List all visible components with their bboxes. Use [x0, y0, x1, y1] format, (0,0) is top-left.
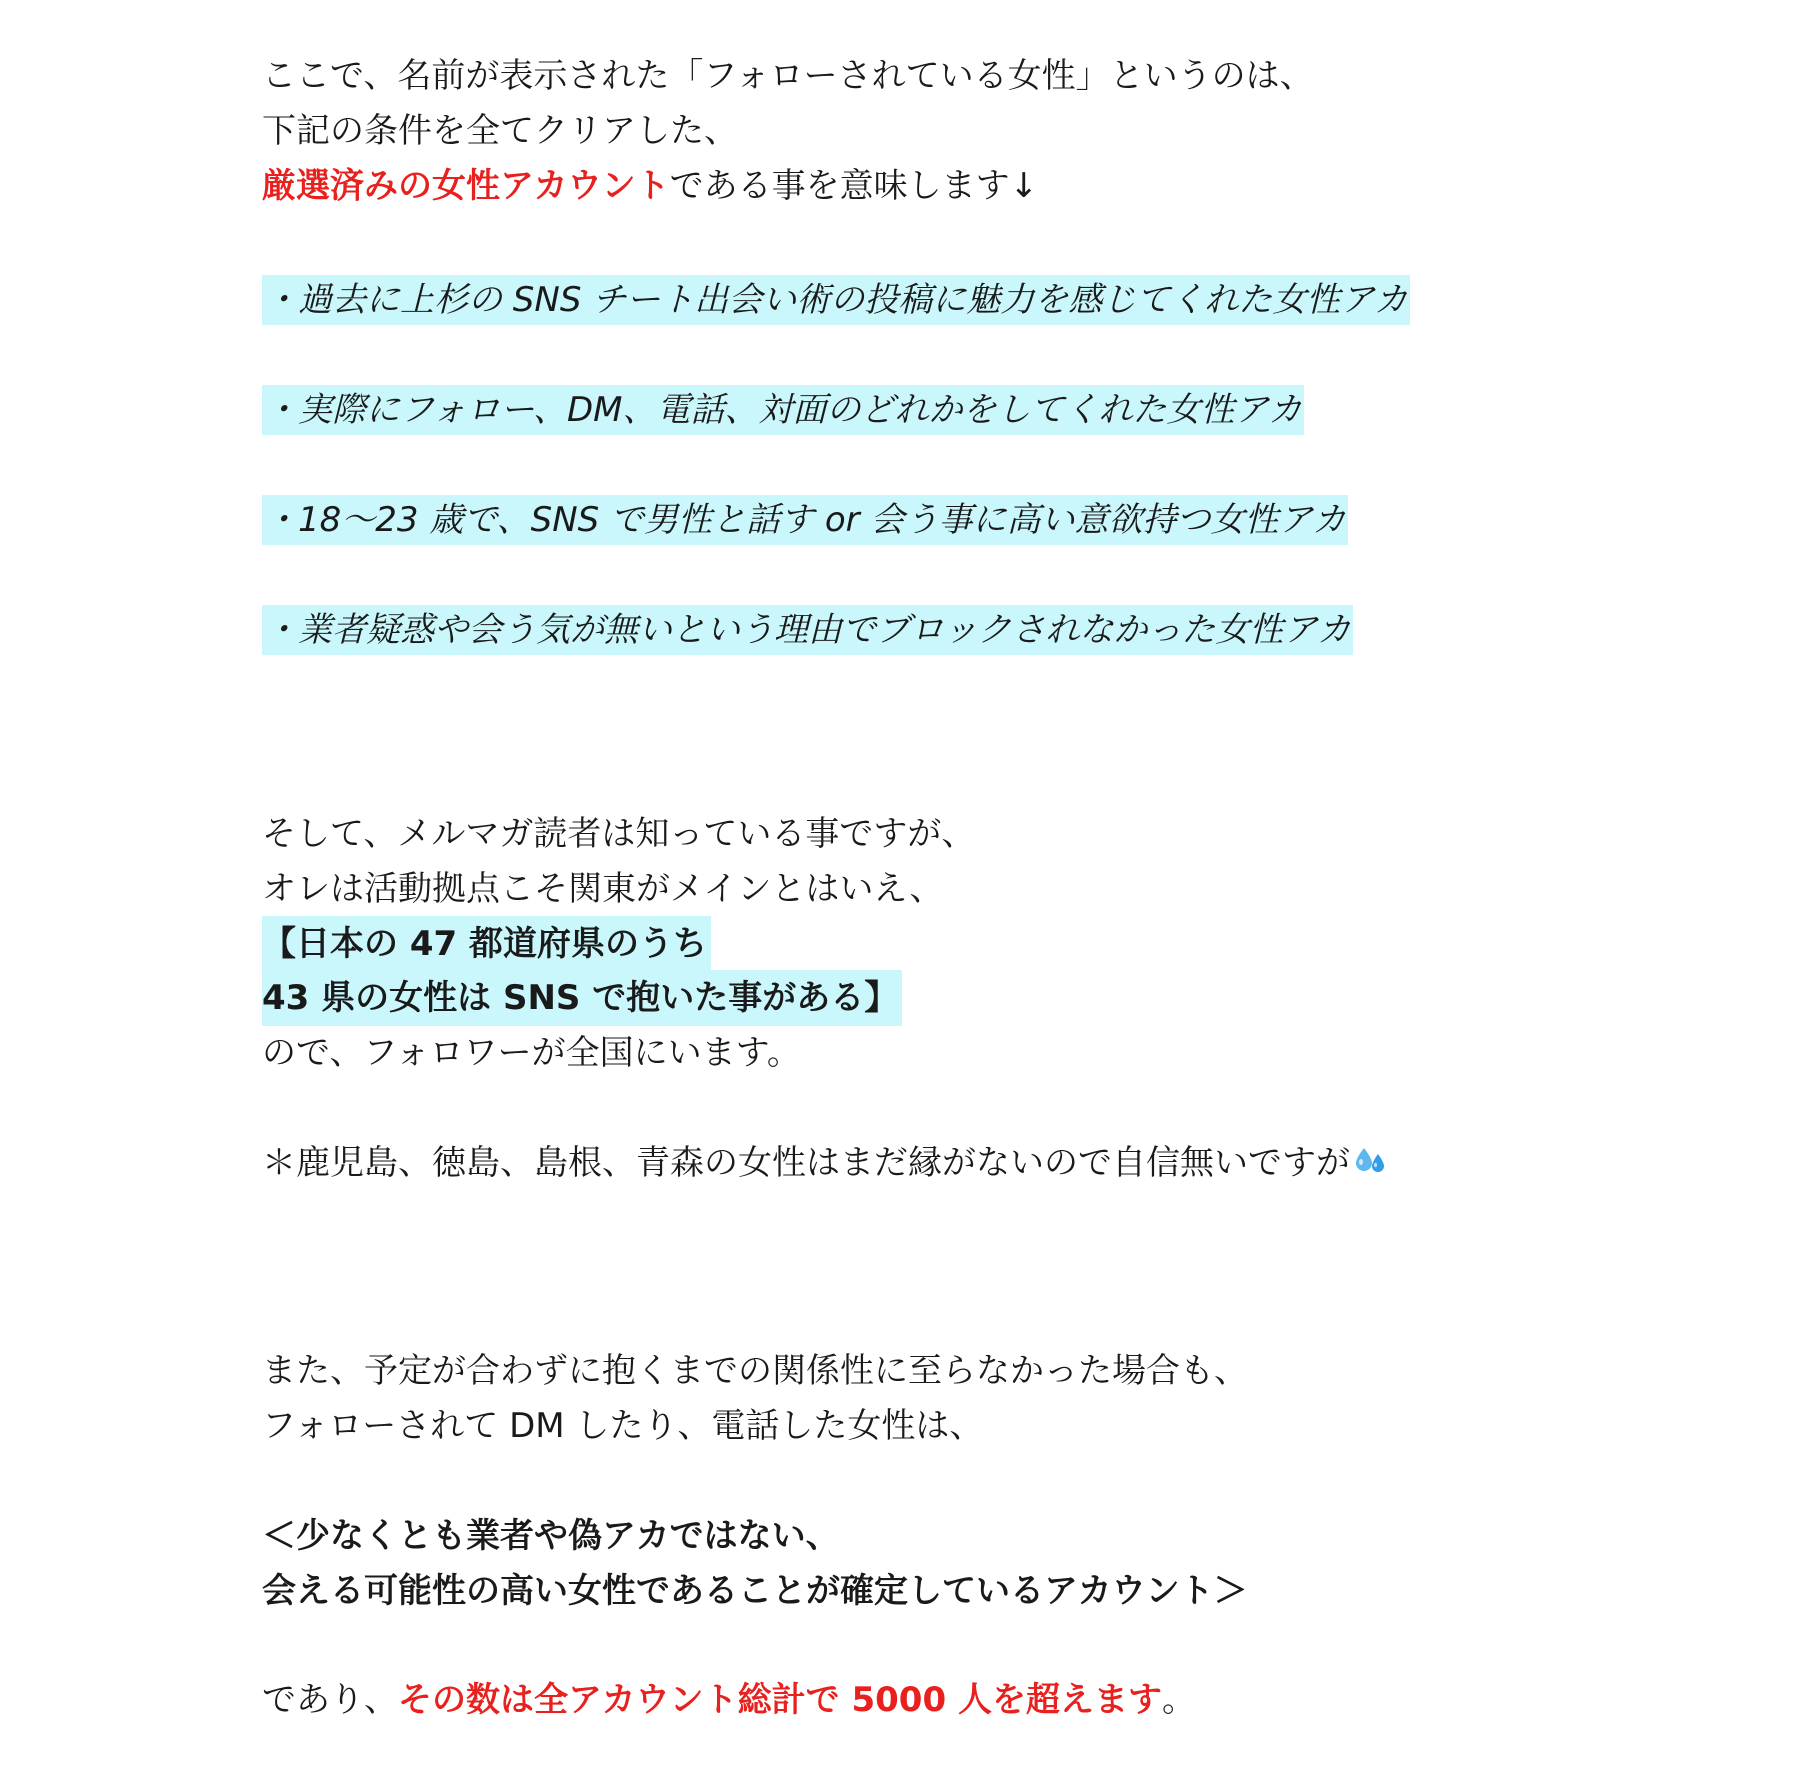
prefecture-highlight-1: 【日本の 47 都道府県のうち	[262, 916, 711, 972]
condition-highlight: ・業者疑惑や会う気が無いという理由でブロックされなかった女性アカ	[262, 605, 1353, 655]
condition-highlight: ・18～23 歳で、SNS で男性と話す or 会う事に高い意欲持つ女性アカ	[262, 495, 1348, 545]
condition-highlight: ・実際にフォロー、DM、電話、対面のどれかをしてくれた女性アカ	[262, 385, 1304, 435]
section3-bold-2: 会える可能性の高い女性であることが確定しているアカウント＞	[262, 1571, 1248, 1611]
intro-line-1: ここで、名前が表示された「フォローされている女性」というのは、	[262, 56, 1314, 96]
section2-highlight-2-row	[262, 970, 902, 1026]
sweat-droplets-icon	[1352, 1142, 1388, 1178]
section2-line-2: オレは活動拠点こそ関東がメインとはいえ、	[262, 869, 944, 909]
intro-line-3-rest: である事を意味します↓	[669, 166, 1039, 206]
section2-note	[262, 1135, 1388, 1191]
section2-highlight-1-row	[262, 916, 711, 972]
prefecture-highlight-2: 43 県の女性は SNS で抱いた事がある】	[262, 970, 902, 1026]
final-suffix: 。	[1161, 1680, 1196, 1720]
section3-line-1: また、予定が合わずに抱くまでの関係性に至らなかった場合も、	[262, 1351, 1248, 1391]
section3-final	[262, 1672, 1196, 1728]
final-red-emphasis: その数は全アカウント総計で 5000 人を超えます	[398, 1680, 1162, 1720]
intro-line-2: 下記の条件を全てクリアした、	[262, 111, 738, 151]
condition-item	[262, 272, 1410, 322]
condition-highlight: ・過去に上杉の SNS チート出会い術の投稿に魅力を感じてくれた女性アカ	[262, 275, 1410, 325]
condition-item	[262, 382, 1304, 432]
section3-line-2: フォローされて DM したり、電話した女性は、	[262, 1406, 984, 1446]
section2-line-3: ので、フォロワーが全国にいます。	[262, 1033, 801, 1073]
intro-line-3	[262, 158, 1038, 214]
condition-item	[262, 492, 1348, 542]
section3-bold-1: ＜少なくとも業者や偽アカではない、	[262, 1516, 840, 1556]
condition-item	[262, 602, 1353, 652]
final-prefix: であり、	[262, 1680, 398, 1720]
section2-line-1: そして、メルマガ読者は知っている事ですが、	[262, 814, 976, 854]
note-text: ＊鹿児島、徳島、島根、青森の女性はまだ縁がないので自信無いですが	[262, 1143, 1350, 1183]
intro-red-emphasis: 厳選済みの女性アカウント	[262, 166, 670, 206]
